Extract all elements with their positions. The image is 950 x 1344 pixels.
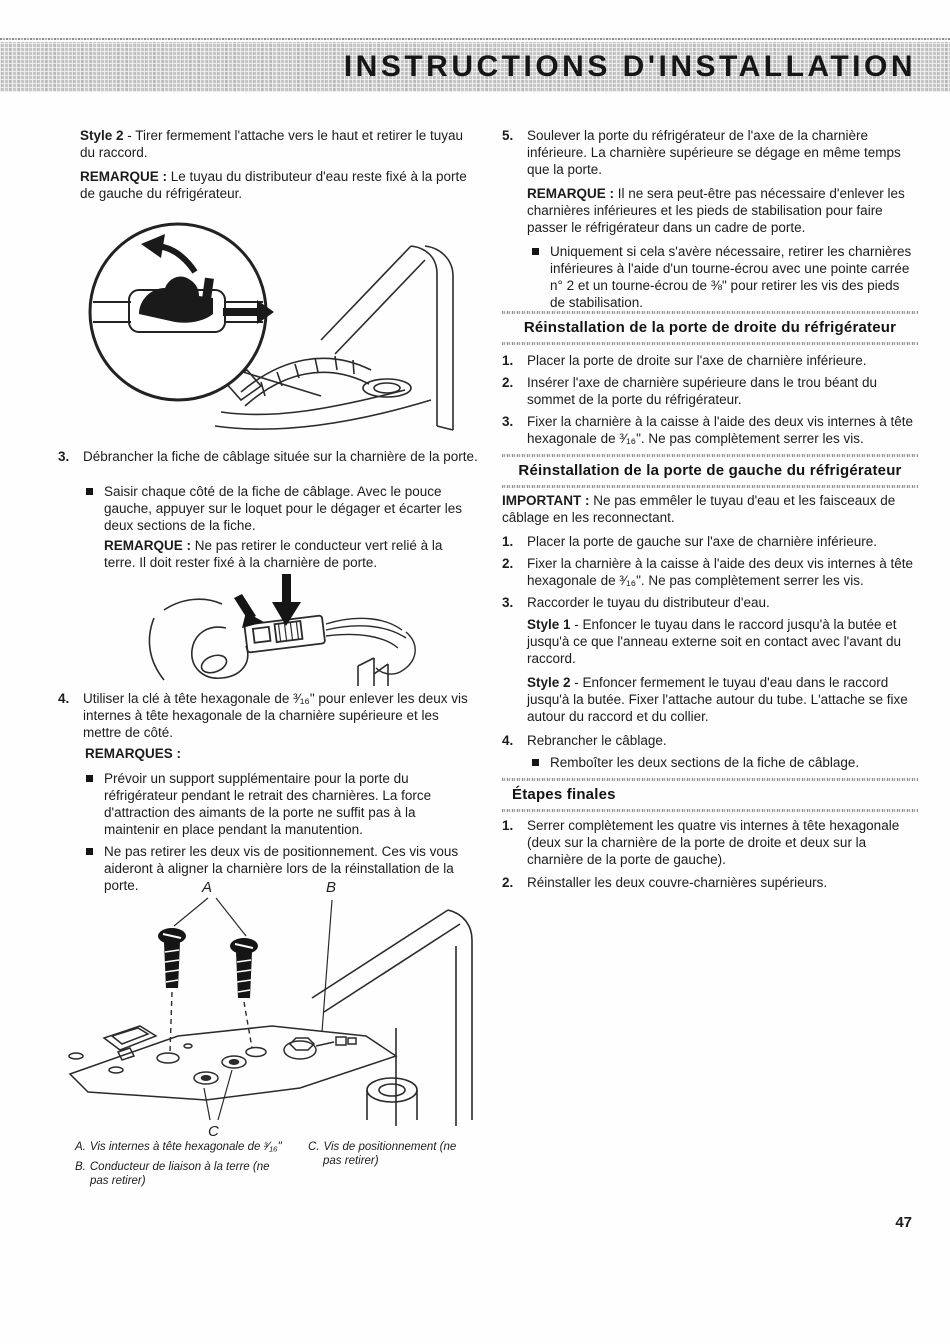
caption-b-label: B. (75, 1161, 86, 1173)
step-5-text: Soulever la porte du réfrigérateur de l'axe de la charnière inférieure. La charnière supérieure se dégage en même temps que la porte. (527, 128, 901, 177)
section-left-door (502, 454, 918, 488)
important-text: Ne pas emmêler le tuyau d'eau et les faisceaux de câblage en les reconnectant. (502, 493, 896, 525)
step-text: Placer la porte de droite sur l'axe de charnière inférieure. (527, 353, 867, 368)
step-5-bullet-text: Uniquement si cela s'avère nécessaire, retirer les charnières inférieures à l'aide d'un tourne-écrou avec une pointe carrée n° 2 et un tourne-écrou de ⅜" pour retirer les vis des pieds de stabilisation. (550, 244, 912, 310)
magnifier-pointer-line (243, 372, 321, 396)
section-left-door-title: Réinstallation de la porte de gauche du réfrigérateur (518, 462, 902, 479)
step-5-note-text: Il ne sera peut-être pas nécessaire d'enlever les charnières inférieures et les pieds de stabilisation pour faire passer le réfrigérateur dans un cadre de porte. (527, 186, 905, 235)
remarque-text: Le tuyau du distributeur d'eau reste fixé à la porte de gauche du réfrigérateur. (80, 169, 467, 201)
remarque-tube-paragraph (80, 168, 480, 202)
remarques-bullet-1-text: Prévoir un support supplémentaire pour la porte du réfrigérateur pendant le retrait des charnières. La force d'attraction des aimants de la porte ne suffit pas à la maintenir en place pendant la manutention. (104, 771, 432, 837)
step-number: 3. (502, 595, 514, 610)
step-5 (502, 127, 918, 178)
bullet-square-icon (86, 775, 93, 782)
press-side-arrow-icon (234, 594, 264, 628)
final-step-2 (502, 874, 918, 891)
step-number: 4. (502, 733, 514, 748)
final-step-1 (502, 817, 918, 868)
caption-a (75, 1140, 290, 1154)
section-rule (502, 454, 918, 457)
step-text: Raccorder le tuyau du distributeur d'eau. (527, 595, 770, 610)
hex-screw-2 (230, 938, 258, 1048)
step-3-bullet (86, 483, 464, 534)
step-number: 1. (502, 818, 514, 833)
remarques-bullet-1 (86, 770, 464, 838)
step-5-note-lead: REMARQUE : (527, 186, 614, 201)
left-door-step-3 (502, 594, 918, 611)
step-5-bullet (532, 243, 918, 311)
style2-lead: Style 2 (527, 675, 571, 690)
door-top-sketch (312, 910, 472, 1126)
step-text: Réinstaller les deux couvre-charnières supérieurs. (527, 875, 828, 890)
caption-c-label: C. (308, 1141, 320, 1153)
step-number: 1. (502, 534, 514, 549)
step-4 (58, 690, 480, 741)
wire-harness-sketch (326, 618, 415, 674)
caption-a-text: Vis internes à tête hexagonale de ³⁄₁₆" (89, 1141, 282, 1153)
section-rule (502, 342, 918, 345)
style2-removal-paragraph (80, 127, 480, 161)
step-4-text: Utiliser la clé à tête hexagonale de ³⁄₁₆" pour enlever les deux vis internes à tête hexagonale de la charnière supérieure et les mettre de côté. (83, 691, 468, 740)
left-door-step-4 (502, 732, 918, 749)
step-3-note-text: Ne pas retirer le conducteur vert relié à la terre. Il doit rester fixé à la charnière de porte. (104, 538, 443, 570)
style1-lead: Style 1 (527, 617, 571, 632)
step-text: Fixer la charnière à la caisse à l'aide des deux vis internes à tête hexagonale de ³⁄₁₆". Ne pas complètement serrer les vis. (527, 414, 914, 446)
bullet-square-icon (532, 759, 539, 766)
figure-label-a: A (202, 879, 213, 896)
figure-leader-lines (174, 898, 332, 1120)
step-number: 2. (502, 556, 514, 571)
section-rule (502, 311, 918, 314)
page-title: INSTRUCTIONS D'INSTALLATION (343, 50, 916, 83)
left-door-step-1 (502, 533, 918, 550)
style2-text: - Enfoncer fermement le tuyau d'eau dans le raccord jusqu'à la butée. Fixer l'attache autour du tube. L'attache se fixe autour du raccord et du collier. (527, 675, 908, 724)
hex-screw-1 (158, 928, 186, 1052)
step-number: 3. (502, 414, 514, 429)
step-text: Insérer l'axe de charnière supérieure dans le trou béant du sommet de la porte du réfrigérateur. (527, 375, 878, 407)
caption-b (75, 1160, 290, 1188)
section-final-steps (502, 778, 918, 812)
step-3 (58, 448, 480, 465)
bullet-square-icon (532, 248, 539, 255)
section-right-door (502, 311, 918, 345)
important-lead: IMPORTANT : (502, 493, 590, 508)
step-3-note (104, 537, 468, 571)
step-number: 2. (502, 875, 514, 890)
door-corner-sketch (358, 658, 388, 686)
caption-column-1 (75, 1140, 290, 1194)
remarques-label: REMARQUES : (85, 746, 182, 761)
step-number: 2. (502, 375, 514, 390)
figure-clip-release (75, 220, 480, 445)
right-column (502, 0, 918, 1344)
step-4-number: 4. (58, 691, 70, 706)
step-3-note-lead: REMARQUE : (104, 538, 191, 553)
section-rule (502, 485, 918, 488)
left-door-step-2 (502, 555, 918, 589)
step-text: Rebrancher le câblage. (527, 733, 667, 748)
step-3-text: Débrancher la fiche de câblage située sur la charnière de la porte. (83, 449, 478, 464)
style1-connect-paragraph (527, 616, 918, 667)
figure-top-hinge (60, 876, 480, 1140)
left-door-step-4-bullet (532, 754, 918, 771)
bullet-square-icon (86, 488, 93, 495)
caption-c (308, 1140, 476, 1168)
hand-sketch (149, 599, 247, 680)
step-5-note (527, 185, 918, 236)
section-rule (502, 778, 918, 781)
figure-label-c: C (208, 1123, 219, 1140)
section-final-steps-title: Étapes finales (512, 786, 616, 803)
page-number: 47 (895, 1214, 912, 1231)
figure-label-b: B (326, 879, 337, 896)
important-paragraph (502, 492, 918, 526)
style2-connect-paragraph (527, 674, 918, 725)
caption-c-text: Vis de positionnement (ne pas retirer) (323, 1141, 457, 1167)
section-right-door-title: Réinstallation de la porte de droite du réfrigérateur (523, 319, 897, 336)
figure-wiring-plug (130, 574, 420, 688)
remarques-bullet-2-text: Ne pas retirer les deux vis de positionnement. Ces vis vous aideront à aligner la charnière lors de la réinstallation de la porte. (104, 844, 459, 893)
caption-column-2 (308, 1140, 476, 1174)
caption-a-label: A. (75, 1141, 86, 1153)
style2-text: - Tirer fermement l'attache vers le haut et retirer le tuyau du raccord. (80, 128, 463, 160)
right-door-step-2 (502, 374, 918, 408)
left-column (58, 0, 480, 1344)
right-door-step-1 (502, 352, 918, 369)
step-3-bullet-text: Saisir chaque côté de la fiche de câblage. Avec le pouce gauche, appuyer sur le loquet pour le dégager et écarter les deux sections de la fiche. (104, 484, 462, 533)
left-door-step-4-bullet-text: Remboîter les deux sections de la fiche de câblage. (550, 755, 860, 770)
style1-text: - Enfoncer le tuyau dans le raccord jusqu'à la butée et jusqu'à ce que l'anneau externe soit en contact avec l'avant du raccord. (527, 617, 901, 666)
hinge-plate-sketch (69, 1026, 396, 1100)
step-number: 1. (502, 353, 514, 368)
step-text: Serrer complètement les quatre vis internes à tête hexagonale (deux sur la charnière de la porte de droite et deux sur la charnière de la porte de gauche). (527, 818, 900, 867)
step-3-number: 3. (58, 449, 70, 464)
caption-b-text: Conducteur de liaison à la terre (ne pas retirer) (89, 1161, 270, 1187)
section-rule (502, 809, 918, 812)
step-5-number: 5. (502, 128, 514, 143)
right-door-step-3 (502, 413, 918, 447)
remarque-lead: REMARQUE : (80, 169, 167, 184)
step-text: Placer la porte de gauche sur l'axe de charnière inférieure. (527, 534, 878, 549)
bullet-square-icon (86, 848, 93, 855)
step-text: Fixer la charnière à la caisse à l'aide des deux vis internes à tête hexagonale de ³⁄₁₆". Ne pas complètement serrer les vis. (527, 556, 914, 588)
style2-lead: Style 2 (80, 128, 124, 143)
